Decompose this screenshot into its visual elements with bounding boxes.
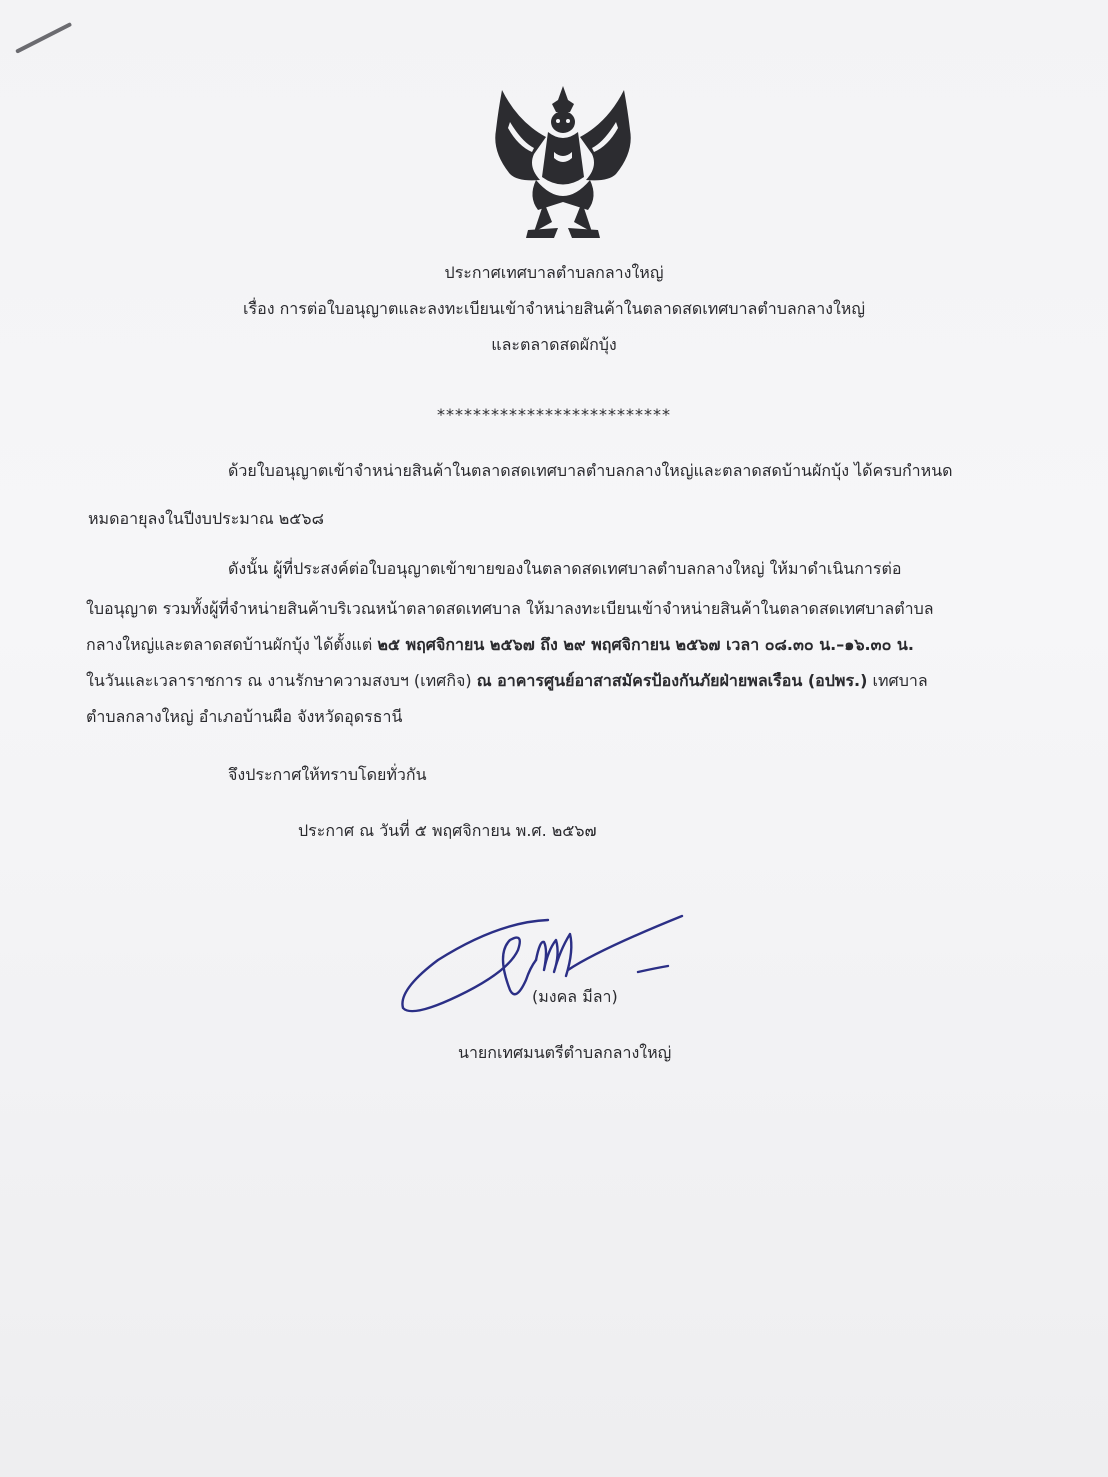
garuda-emblem-icon — [488, 82, 638, 242]
signatory-name: (มงคล มีลา) — [532, 987, 618, 1006]
announcement-date: ประกาศ ณ วันที่ ๕ พฤศจิกายน พ.ศ. ๒๕๖๗ — [298, 821, 597, 840]
announcement-subject-line-2: และตลาดสดผักบุ้ง — [491, 335, 617, 354]
registration-hours: เวลา ๐๘.๓๐ น.–๑๖.๓๐ น. — [720, 635, 914, 654]
paragraph-2-line-4-text: ในวันและเวลาราชการ ณ งานรักษาความสงบฯ (เทศกิจ) — [86, 671, 477, 690]
paragraph-1-line-2: หมดอายุลงในปีงบประมาณ ๒๕๖๘ — [88, 509, 324, 528]
signatory-title: นายกเทศมนตรีตำบลกลางใหญ่ — [458, 1043, 672, 1062]
paragraph-3: จึงประกาศให้ทราบโดยทั่วกัน — [228, 765, 427, 784]
registration-dates: ๒๕ พฤศจิกายน ๒๕๖๗ ถึง ๒๙ พฤศจิกายน ๒๕๖๗ — [377, 635, 721, 654]
paragraph-2-line-4 — [86, 670, 928, 692]
staple — [15, 22, 72, 54]
paragraph-1-line-1: ด้วยใบอนุญาตเข้าจำหน่ายสินค้าในตลาดสดเทศบาลตำบลกลางใหญ่และตลาดสดบ้านผักบุ้ง ได้ครบกำหนด — [228, 461, 953, 480]
registration-venue: ณ อาคารศูนย์อาสาสมัครป้องกันภัยฝ่ายพลเรือน (อปพร.) — [476, 671, 868, 690]
paragraph-2-line-2: ใบอนุญาต รวมทั้งผู้ที่จำหน่ายสินค้าบริเวณหน้าตลาดสดเทศบาล ให้มาลงทะเบียนเข้าจำหน่ายสินค้าในตลาดสดเทศบาลตำบล — [86, 599, 934, 618]
announcement-org: ประกาศเทศบาลตำบลกลางใหญ่ — [444, 263, 664, 282]
separator-stars: ************************** — [437, 405, 671, 424]
announcement-subject-line-1: เรื่อง การต่อใบอนุญาตและลงทะเบียนเข้าจำหน่ายสินค้าในตลาดสดเทศบาลตำบลกลางใหญ่ — [243, 299, 865, 318]
paragraph-2-line-5: ตำบลกลางใหญ่ อำเภอบ้านผือ จังหวัดอุดรธานี — [86, 707, 403, 726]
paragraph-2-line-4-end: เทศบาล — [867, 671, 928, 690]
paragraph-2-line-3 — [86, 634, 914, 656]
paragraph-2-line-3-text: กลางใหญ่และตลาดสดบ้านผักบุ้ง ได้ตั้งแต่ — [86, 635, 378, 654]
paragraph-2-line-1: ดังนั้น ผู้ที่ประสงค์ต่อใบอนุญาตเข้าขายของในตลาดสดเทศบาลตำบลกลางใหญ่ ให้มาดำเนินการต่อ — [228, 559, 902, 578]
